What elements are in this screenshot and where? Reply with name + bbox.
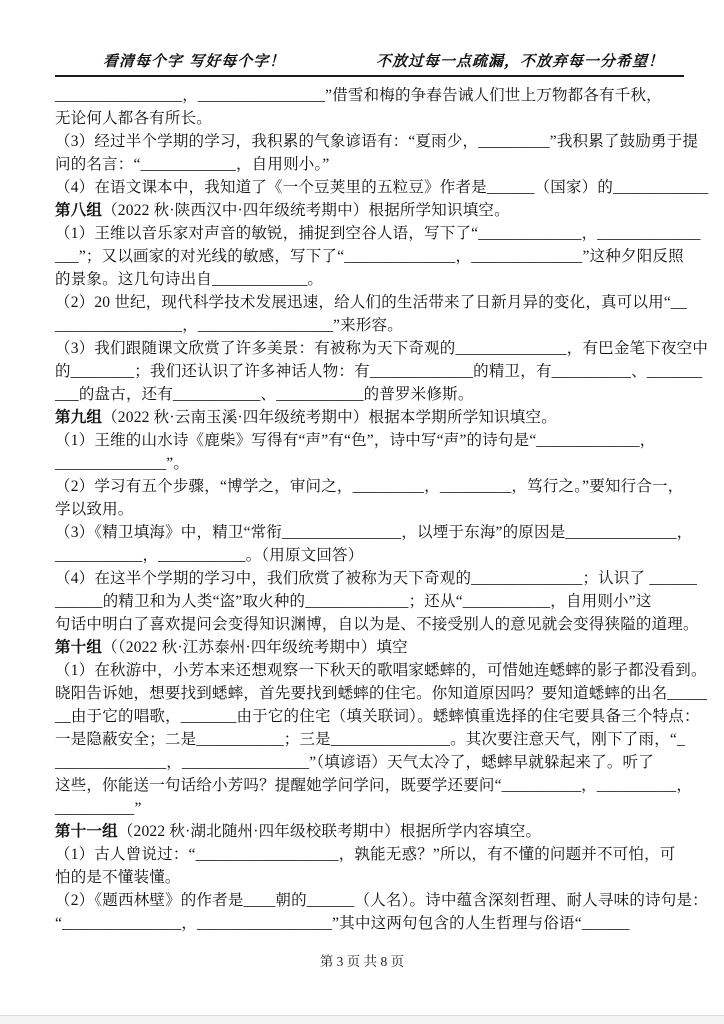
line-text: （3）经过半个学期的学习，我积累的气象谚语有：“夏雨少，_________”我积累了鼓励勇于提 — [55, 133, 699, 150]
text-line — [55, 268, 686, 291]
line-text: （2022 秋·陕西汉中·四年级统考期中）根据所学知识填空。 — [102, 202, 510, 219]
text-line — [55, 406, 686, 429]
header-divider — [55, 75, 684, 77]
line-text: （1）在秋游中，小芳本来还想观察一下秋天的歌唱家蟋蟀的，可惜她连蟋蟀的影子都没看到。 — [55, 662, 707, 679]
line-text: （2）20 世纪，现代科学技术发展迅速，给人们的生活带来了日新月异的变化，真可以用“__ — [55, 294, 687, 311]
group-name: 第九组 — [55, 409, 103, 426]
line-text: 的________；我们还认识了许多神话人物：有_____________的精卫，有__________、_______ — [55, 363, 703, 380]
group-name: 第八组 — [55, 202, 103, 219]
text-line — [55, 613, 699, 636]
line-text: __由于它的唱歌，_______由于它的住宅（填关联词）。蟋蟀慎重选择的住宅要具备三个特点： — [55, 708, 700, 725]
text-line — [55, 176, 709, 199]
line-text: ________________，________________”借雪和梅的争春告诫人们世上万物都各有千秋， — [55, 87, 662, 104]
text-line — [55, 751, 686, 774]
line-text: ______________，________________”（填谚语）天气太冷了，蟋蟀早就躲起来了。听了 — [55, 754, 654, 771]
line-text: （2）《题西林壁》的作者是____朝的______（人名）。诗中蕴含深刻哲理、耐人寻味的诗句是： — [55, 892, 708, 909]
text-line — [55, 498, 686, 521]
line-text: 怕的是不懂装懂。 — [55, 869, 181, 886]
text-line — [55, 153, 686, 176]
text-line — [55, 222, 701, 245]
text-line — [55, 774, 693, 797]
text-line — [55, 314, 686, 337]
page-number: 第 3 页 共 8 页 — [319, 954, 405, 969]
line-text: __________” — [55, 800, 142, 817]
page-bottom-edge — [0, 1015, 724, 1024]
text-line — [55, 590, 686, 613]
line-text: ___________，___________。（用原文回答） — [55, 547, 364, 564]
text-line — [55, 475, 686, 498]
text-line — [55, 452, 686, 475]
text-line — [55, 797, 686, 820]
text-line — [55, 291, 686, 314]
line-text: 晓阳告诉她，想要找到蟋蟀，首先要找到蟋蟀的住宅。你知道原因吗？要知道蟋蟀的出名_____ — [55, 685, 708, 702]
line-text: “_______________，_________________”其中这两句包含的人生哲理与俗语“______ — [55, 915, 630, 932]
line-text: （3）《精卫填海》中，精卫“常衔_______________，以堙于东海”的原因是______________， — [55, 524, 693, 541]
text-line — [55, 521, 693, 544]
line-text: （3）我们跟随课文欣赏了许多美景：有被称为天下奇观的______________，有巴金笔下夜空中 — [55, 340, 709, 357]
line-text: ______________”。 — [55, 455, 190, 472]
group-name: 第十一组 — [55, 823, 118, 840]
line-text: （2022 秋·云南玉溪·四年级统考期中）根据本学期所学知识填空。 — [102, 409, 557, 426]
text-line — [55, 705, 700, 728]
line-text: 句话中明白了喜欢提问会变得知识渊博，自以为是、不接受别人的意见就会变得狭隘的道理。 — [55, 616, 699, 633]
line-text: ______的精卫和为人类“盗”取火种的_____________；还从“___________，自用则小”这 — [55, 593, 652, 610]
line-text: 一是隐蔽安全；二是___________；三是_______________。其次要注意天气，刚下了雨，“_ — [55, 731, 685, 748]
text-line — [55, 383, 686, 406]
text-line — [55, 636, 686, 659]
line-text: 问的名言：“____________，自用则小。” — [55, 156, 330, 173]
text-line — [55, 659, 707, 682]
text-line — [55, 682, 708, 705]
line-text: ________________，_________________”来形容。 — [55, 317, 403, 334]
group-name: 第十组 — [55, 639, 103, 656]
text-line — [55, 820, 686, 843]
line-text: （4）在语文课本中，我知道了《一个豆荚里的五粒豆》作者是______（国家）的____________ — [55, 179, 709, 196]
line-text: （4）在这半个学期的学习中，我们欣赏了被称为天下奇观的______________；认识了 ______ — [55, 570, 698, 587]
text-line — [55, 360, 703, 383]
header-motto-right: 不放过每一点疏漏，不放弃每一分希望！ — [375, 52, 664, 70]
text-line — [55, 567, 698, 590]
line-text: 这些，你能送一句话给小芳吗？提醒她学问学问，既要学还要问“__________，__________， — [55, 777, 693, 794]
text-line — [55, 889, 708, 912]
text-line — [55, 728, 686, 751]
text-line — [55, 199, 686, 222]
line-text: （1）古人曾说过：“__________________，孰能无惑？”所以，有不懂的问题并不可怕，可 — [55, 846, 676, 863]
text-line — [55, 544, 686, 567]
line-text: 无论何人都各有所长。 — [55, 110, 213, 127]
line-text: （2022 秋·湖北随州·四年级校联考期中）根据所学内容填空。 — [117, 823, 542, 840]
text-line — [55, 843, 686, 866]
text-line — [55, 866, 686, 889]
text-line — [55, 107, 686, 130]
page-header — [0, 0, 724, 71]
line-text: （（2022 秋·江苏泰州·四年级统考期中）填空 — [102, 639, 408, 656]
text-line — [55, 84, 686, 107]
text-line — [55, 337, 709, 360]
page-footer — [0, 950, 724, 970]
exam-body — [55, 84, 709, 935]
header-motto-left: 看清每个字 写好每个字！ — [103, 52, 286, 70]
line-text: ___的盘古，还有___________、___________的普罗米修斯。 — [55, 386, 474, 403]
text-line — [55, 245, 686, 268]
line-text: （1）王维以音乐家对声音的敏锐，捕捉到空谷人语，写下了“_____________，_____________ — [55, 225, 701, 242]
line-text: （2）学习有五个步骤，“博学之，审问之，_________，_________，笃行之。”要知行合一， — [55, 478, 684, 495]
line-text: ___”；又以画家的对光线的敏感，写下了“______________，______________”这种夕阳反照 — [55, 248, 684, 265]
text-line — [55, 130, 699, 153]
text-line — [55, 429, 686, 452]
line-text: （1）王维的山水诗《鹿柴》写得有“声”有“色”，诗中写“声”的诗句是“_____________， — [55, 432, 656, 449]
text-line — [55, 912, 686, 935]
line-text: 学以致用。 — [55, 501, 134, 518]
line-text: 的景象。这几句诗出自____________。 — [55, 271, 324, 288]
